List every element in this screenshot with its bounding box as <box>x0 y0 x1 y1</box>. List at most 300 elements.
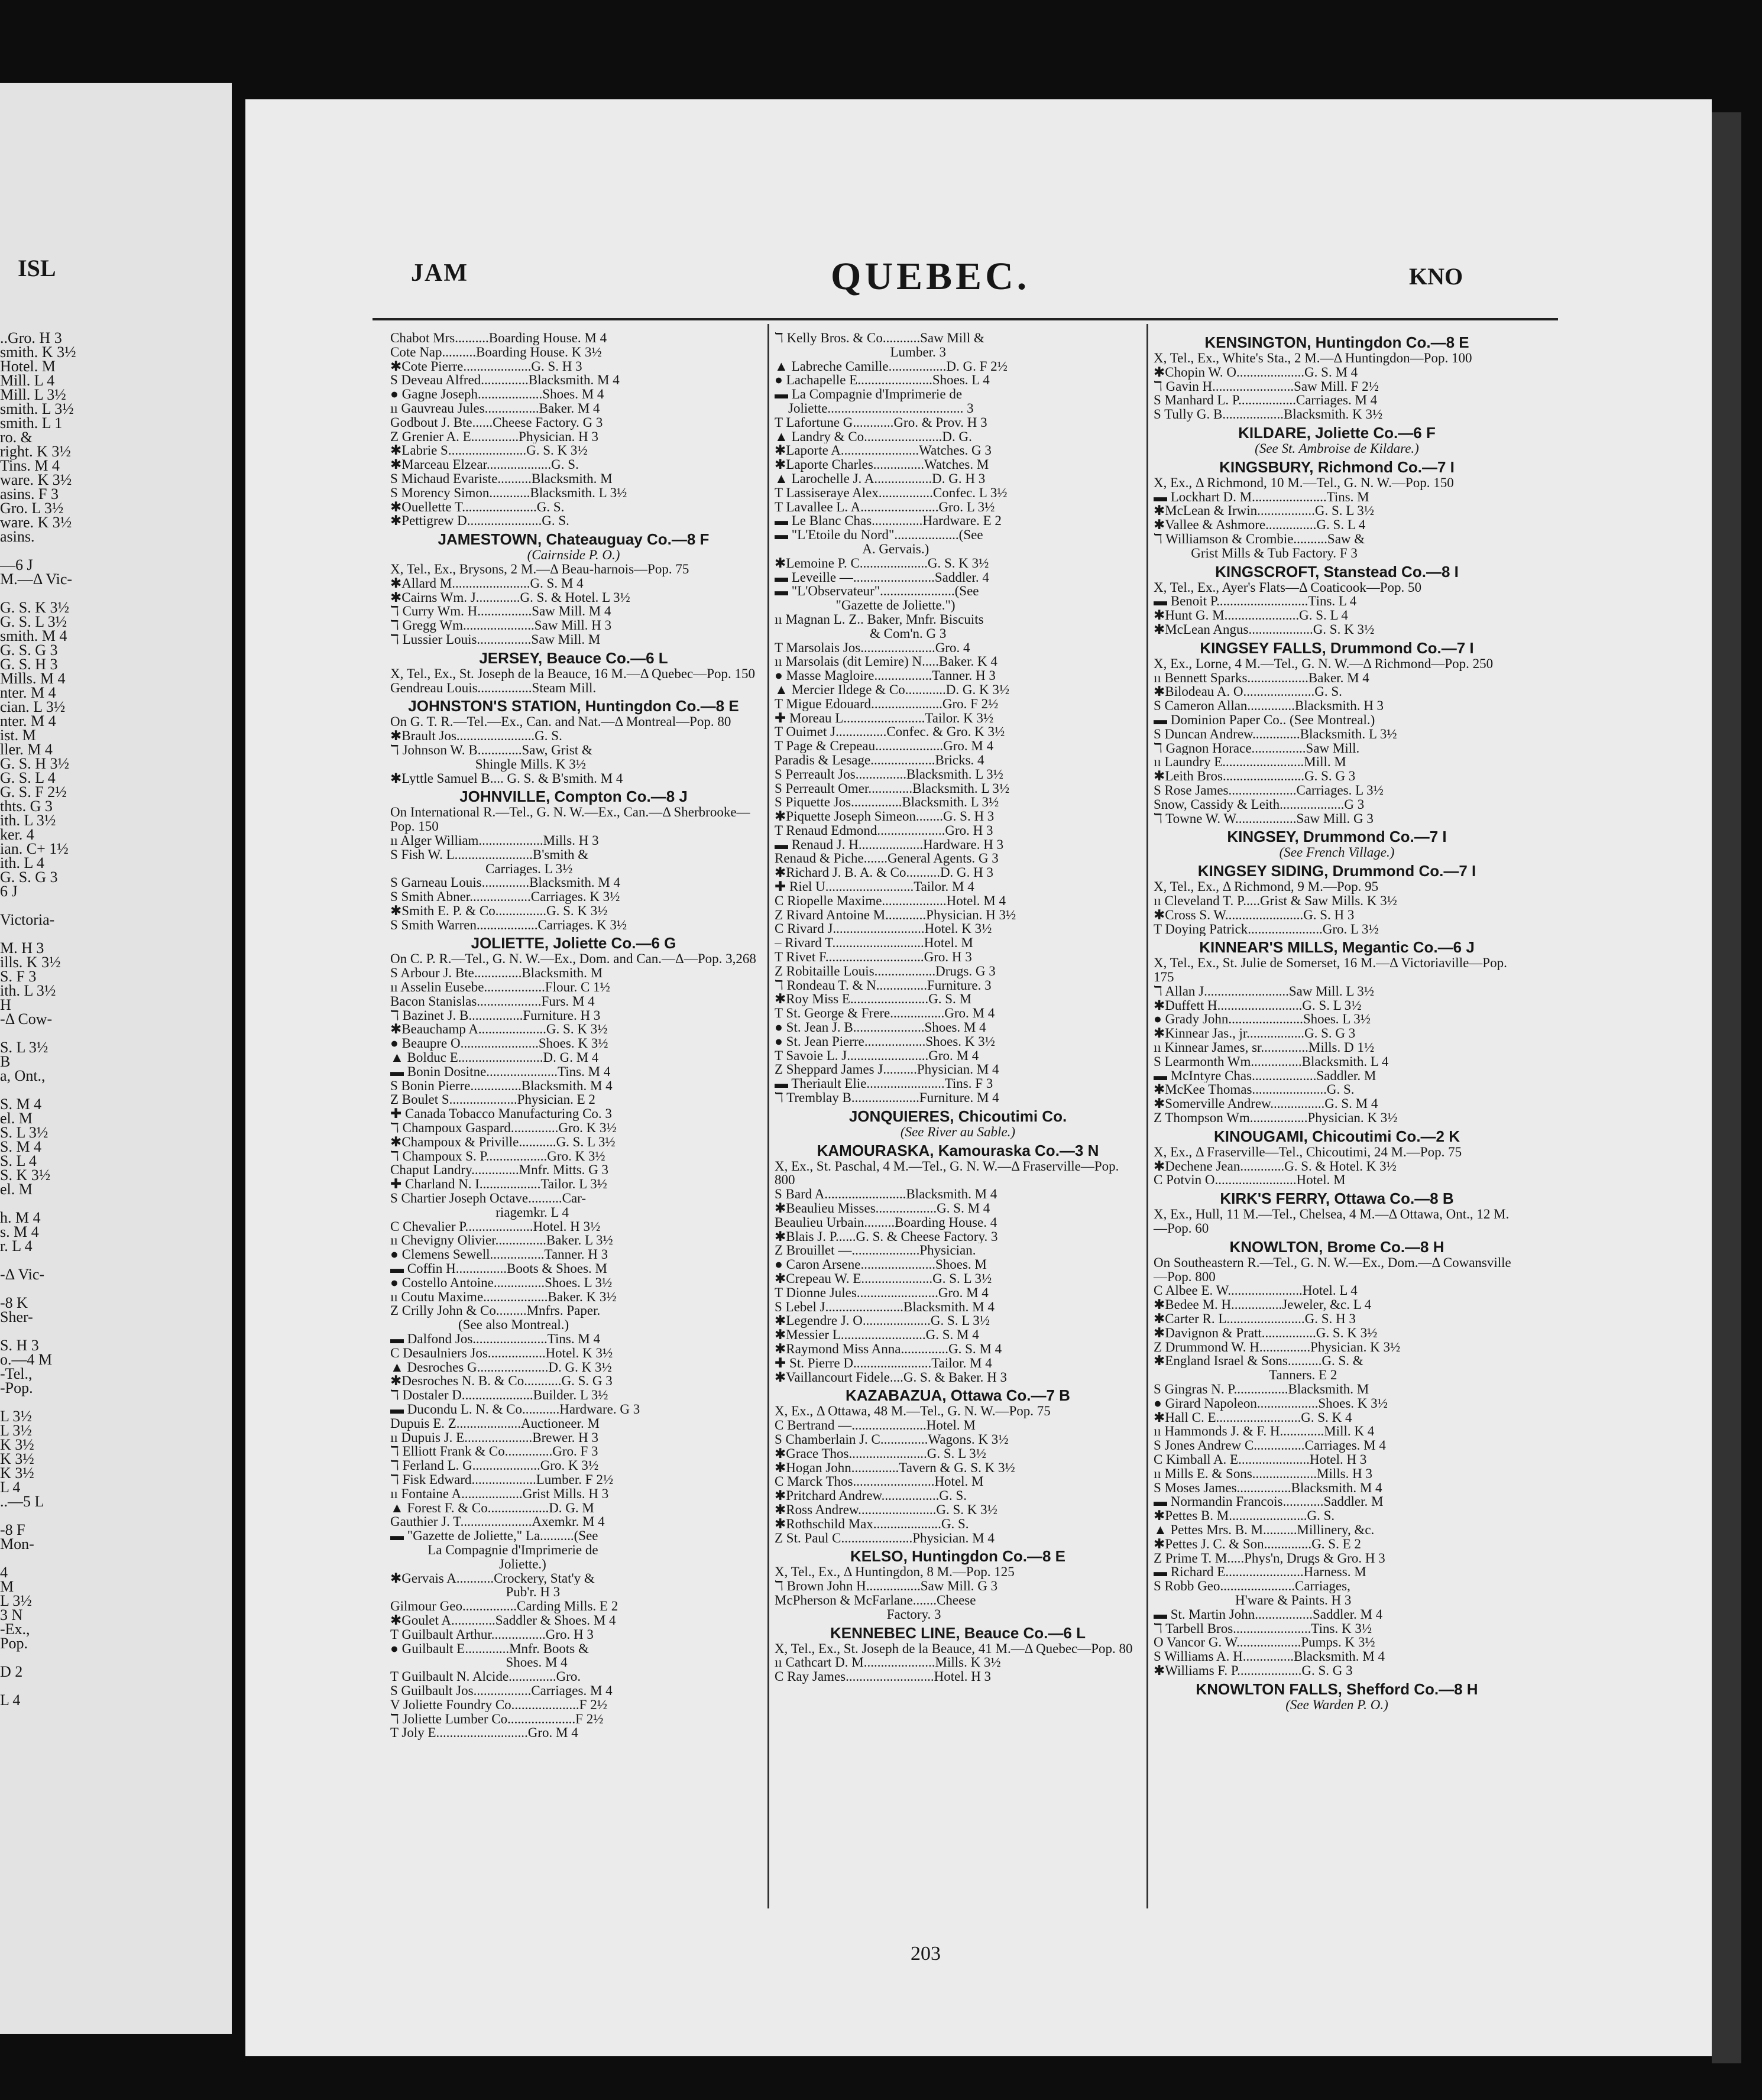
listing-entry: C Chevalier P....................Hotel. H 3½ <box>390 1219 601 1234</box>
listing-entry: Chaput Landry..............Mnfr. Mitts. G 3 <box>390 1163 609 1178</box>
listing-entry: S Perreault Jos...............Blacksmith. L 3½ <box>775 767 1003 782</box>
listing-entry: ✱Marceau Elzear...................G. S. <box>390 458 579 472</box>
fragment-line: nter. M 4 <box>0 712 56 730</box>
listing-entry: ℸ Joliette Lumber Co....................F 2½ <box>390 1712 604 1726</box>
column-divider <box>1146 324 1148 1908</box>
fragment-line: Sher- <box>0 1308 33 1326</box>
fragment-line: -Pop. <box>0 1379 33 1396</box>
listing-entry: Joliette.) <box>390 1557 546 1571</box>
listing-entry: ✱Hunt G. M......................G. S. L 4 <box>1154 608 1348 623</box>
place-description: On International R.—Tel., G. N. W.—Ex., Can.—Δ Sherbrooke—Pop. 150 <box>390 805 750 834</box>
listing-entry: ✱Richard J. B. A. & Co..........D. G. H 3 <box>775 866 994 880</box>
listing-entry: ✱Rothschild Max....................G. S. <box>775 1516 969 1531</box>
fragment-line: s. M 4 <box>0 1223 39 1240</box>
fragment-line: S. L 4 <box>0 1152 37 1169</box>
fragment-line: K 3½ <box>0 1464 34 1482</box>
fragment-line: G. S. F 2½ <box>0 783 67 801</box>
listing-entry: ✚ Charland N. I..................Tailor. L 3½ <box>390 1177 607 1192</box>
listing-entry: ıı Kinnear James, sr..............Mills. D 1½ <box>1154 1041 1375 1055</box>
listing-entry: ✚ Riel U..........................Tailor. M 4 <box>775 880 974 894</box>
fragment-line: ker. 4 <box>0 826 34 843</box>
listing-entry: ℸ Towne W. W..................Saw Mill. G 3 <box>1154 811 1374 826</box>
listing-entry: ✱Lemoine P. C....................G. S. K 3½ <box>775 556 989 571</box>
fragment-line: ith. L 3½ <box>0 812 56 829</box>
listing-entry: Cote Nap..........Boarding House. K 3½ <box>390 345 602 359</box>
listing-entry: ✱Hall C. E.........................G. S. K 4 <box>1154 1410 1352 1425</box>
listing-entry: H'ware & Paints. H 3 <box>1154 1593 1352 1608</box>
listing-entry: ● St. Jean J. B.....................Shoes. M 4 <box>775 1020 986 1035</box>
listing-entry: ✱Beaulieu Misses..................G. S. M 4 <box>775 1201 990 1216</box>
listing-entry: La Compagnie d'Imprimerie de <box>390 1542 598 1557</box>
listing-entry: C Rivard J...........................Hotel. K 3½ <box>775 922 992 936</box>
listing-entry: ● Beaupre O.......................Shoes. K 3½ <box>390 1036 608 1051</box>
listing-entry: S Smith Warren..................Carriages. K 3½ <box>390 918 627 932</box>
fragment-line: L 4 <box>0 1691 21 1709</box>
place-heading: KIRK'S FERRY, Ottawa Co.—8 B <box>1220 1190 1454 1208</box>
fragment-line: L 4 <box>0 1479 21 1496</box>
fragment-line: -Δ Vic- <box>0 1266 45 1283</box>
fragment-line <box>0 1651 232 1665</box>
listing-entry: ✱Pettes B. M.......................G. S. <box>1154 1509 1335 1523</box>
listing-entry: Snow, Cassidy & Leith...................G 3 <box>1154 797 1365 812</box>
listing-entry: ıı Fontaine A..................Grist Mills. H 3 <box>390 1486 609 1501</box>
listing-entry: S Morency Simon............Blacksmith. L 3½ <box>390 485 627 500</box>
listing-entry: ✱Raymond Miss Anna..............G. S. M 4 <box>775 1341 1002 1356</box>
listing-entry: ✱Cairns Wm. J.............G. S. & Hotel. L 3½ <box>390 590 630 605</box>
place-heading: KINGSEY, Drummond Co.—7 I <box>1227 828 1447 846</box>
listing-entry: ▬ Lockhart D. M......................Tins. M <box>1154 490 1369 504</box>
listing-entry: ▬ Le Blanc Chas...............Hardware. E 2 <box>775 514 1002 529</box>
listing-entry: ıı Laundry E........................Mill. M <box>1154 755 1346 770</box>
listing-entry: ▬ Dominion Paper Co.. (See Montreal.) <box>1154 712 1375 727</box>
listing-entry: Z Sheppard James J..........Physician. M 4 <box>775 1062 999 1077</box>
fragment-line: K 3½ <box>0 1436 34 1453</box>
fragment-line: o.—4 M <box>0 1351 53 1368</box>
listing-entry: Gilmour Geo................Carding Mills. E 2 <box>390 1599 618 1613</box>
cross-reference: (See River au Sable.) <box>900 1124 1016 1139</box>
fragment-line: Tins. M 4 <box>0 457 60 474</box>
fragment-line <box>0 1679 232 1693</box>
listing-entry: ✱Grace Thos.......................G. S. L 3½ <box>775 1446 986 1461</box>
listing-entry: V Joliette Foundry Co....................F 2½ <box>390 1697 607 1712</box>
listing-entry: ℸ Gavin H........................Saw Mill. F 2½ <box>1154 379 1379 394</box>
fragment-line: a, Ont., <box>0 1067 46 1084</box>
column-1 <box>390 331 757 1740</box>
fragment-line: nter. M 4 <box>0 684 56 701</box>
listing-entry: Chabot Mrs..........Boarding House. M 4 <box>390 331 607 345</box>
listing-entry: ✱Smith E. P. & Co...............G. S. K 3½ <box>390 903 608 918</box>
listing-entry: ıı Magnan L. Z.. Baker, Mnfr. Biscuits <box>775 612 984 627</box>
listing-entry: ✱Gervais A...........Crockery, Stat'y & <box>390 1571 595 1586</box>
fragment-line: G. S. L 4 <box>0 769 56 786</box>
listing-entry: T Migue Edouard.....................Gro. F 2½ <box>775 696 999 711</box>
listing-entry: S Robb Geo......................Carriages, <box>1154 1579 1350 1593</box>
listing-entry: ✱Ross Andrew.......................G. S. K 3½ <box>775 1502 997 1517</box>
fragment-line: M. H 3 <box>0 939 44 957</box>
listing-entry: A. Gervais.) <box>775 542 929 556</box>
listing-entry: S Piquette Jos...............Blacksmith. L 3½ <box>775 795 999 810</box>
listing-entry: ▬ Renaud J. H...................Hardware. H 3 <box>775 837 1004 852</box>
fragment-line: L 3½ <box>0 1422 32 1439</box>
listing-entry: S Chamberlain J. C..............Wagons. K 3½ <box>775 1432 1009 1447</box>
place-heading: JERSEY, Beauce Co.—6 L <box>479 649 668 667</box>
listing-entry: ✱Williams F. P...................G. S. G 3 <box>1154 1663 1353 1678</box>
fragment-line: L 3½ <box>0 1592 32 1609</box>
listing-entry: Lumber. 3 <box>775 345 947 359</box>
listing-entry: ıı Hammonds J. & F. H.............Mill. K 4 <box>1154 1424 1375 1439</box>
place-heading: KINGSEY FALLS, Drummond Co.—7 I <box>1200 639 1474 657</box>
place-description: X, Tel., Ex., Ayer's Flats—Δ Coaticook—Pop. 50 <box>1154 579 1422 595</box>
listing-entry: "Gazette de Joliette.") <box>775 598 956 612</box>
fragment-line: ware. K 3½ <box>0 514 72 531</box>
fragment-line: r. L 4 <box>0 1237 33 1255</box>
listing-entry: ✱Vaillancourt Fidele....G. S. & Baker. H 3 <box>775 1370 1007 1385</box>
listing-entry: ▬ St. Martin John.................Saddler. M 4 <box>1154 1607 1383 1622</box>
place-heading: KINOUGAMI, Chicoutimi Co.—2 K <box>1214 1127 1460 1145</box>
place-heading: KNOWLTON FALLS, Shefford Co.—8 H <box>1196 1680 1478 1698</box>
listing-entry: S Arbour J. Bte..............Blacksmith. M <box>390 966 603 981</box>
listing-entry: ▬ "L'Observateur"......................(See <box>775 584 979 599</box>
listing-entry: S Deveau Alfred..............Blacksmith. M 4 <box>390 373 620 388</box>
listing-entry: ✚ Moreau L........................Tailor. K 3½ <box>775 711 994 725</box>
place-heading: KINNEAR'S MILLS, Megantic Co.—6 J <box>1199 938 1475 957</box>
listing-entry: ℸ Tremblay B....................Furniture. M 4 <box>775 1091 999 1105</box>
listing-entry: S Bonin Pierre...............Blacksmith. M 4 <box>390 1078 613 1093</box>
listing-entry: ▬ Ducondu L. N. & Co...........Hardware. G 3 <box>390 1402 640 1417</box>
fragment-line: H <box>0 996 11 1013</box>
place-description: X, Tel., Ex., Brysons, 2 M.—Δ Beau-harnois—Pop. 75 <box>390 561 689 576</box>
listing-entry: ✱McLean Angus...................G. S. K 3½ <box>1154 622 1375 637</box>
fragment-line: h. M 4 <box>0 1209 41 1226</box>
place-heading: KINGSBURY, Richmond Co.—7 I <box>1219 458 1455 476</box>
listing-entry: ıı Cleveland T. P.....Grist & Saw Mills. K 3½ <box>1154 893 1397 908</box>
listing-entry: ℸ Rondeau T. & N...............Furniture. 3 <box>775 978 992 993</box>
listing-entry: Shoes. M 4 <box>390 1655 568 1670</box>
place-description: X, Ex., Δ Ottawa, 48 M.—Tel., G. N. W.—Pop. 75 <box>775 1404 1051 1419</box>
listing-entry: S Garneau Louis..............Blacksmith. M 4 <box>390 876 621 890</box>
listing-entry: ✱Piquette Joseph Simeon........G. S. H 3 <box>775 809 995 824</box>
listing-entry: T Rivet F.............................Gro. H 3 <box>775 950 972 964</box>
fragment-line: -Δ Cow- <box>0 1010 53 1028</box>
fragment-line: Victoria- <box>0 911 55 928</box>
listing-entry: ✱Chopin W. O....................G. S. M 4 <box>1154 365 1358 380</box>
listing-entry: Z Rivard Antoine M............Physician. H 3½ <box>775 908 1016 922</box>
fragment-line: Gro. L 3½ <box>0 500 64 517</box>
listing-entry: ıı Asselin Eusebe..................Flour. C 1½ <box>390 980 610 994</box>
listing-entry: ıı Mills E. & Sons...................Mills. H 3 <box>1154 1466 1372 1481</box>
listing-entry: S Bard A........................Blacksmith. M 4 <box>775 1187 997 1202</box>
listing-entry: ✱Allard M.......................G. S. M 4 <box>390 576 584 591</box>
listing-entry: ✱Hogan John..............Tavern & G. S. K 3½ <box>775 1460 1015 1475</box>
listing-entry: S Jones Andrew C...............Carriages. M 4 <box>1154 1438 1386 1453</box>
listing-entry: ℸ Bazinet J. B................Furniture. H 3 <box>390 1008 601 1023</box>
listing-entry: S Tully G. B..................Blacksmith. K 3½ <box>1154 407 1383 422</box>
listing-entry: ▲ Landry & Co.......................D. G. <box>775 429 972 444</box>
listing-entry: ✱Cross S. W.......................G. S. H 3 <box>1154 908 1355 922</box>
fragment-line: B <box>0 1053 11 1070</box>
fragment-line: ist. M <box>0 727 36 744</box>
fragment-line: -Ex., <box>0 1621 30 1638</box>
listing-entry: ▬ "L'Etoile du Nord"...................(See <box>775 528 983 542</box>
listing-entry: S Guilbault Jos.................Carriages. M 4 <box>390 1683 613 1698</box>
book-spine <box>1712 112 1741 2063</box>
listing-entry: Gendreau Louis................Steam Mill. <box>390 680 597 695</box>
column-divider <box>767 324 769 1908</box>
listing-entry: Factory. 3 <box>775 1607 941 1622</box>
fragment-line: 4 <box>0 1564 8 1581</box>
listing-entry: ℸ Gregg Wm.....................Saw Mill. H 3 <box>390 618 612 633</box>
listing-entry: ℸ Allan J.........................Saw Mill. L 3½ <box>1154 984 1375 999</box>
fragment-line: smith. M 4 <box>0 627 67 644</box>
listing-entry: ✱Dechene Jean.............G. S. & Hotel. K 3½ <box>1154 1159 1397 1174</box>
place-heading: KENSINGTON, Huntingdon Co.—8 E <box>1204 333 1469 351</box>
fragment-line: 6 J <box>0 883 18 900</box>
fragment-line: ills. K 3½ <box>0 954 61 971</box>
listing-entry: ▲ Larochelle J. A.................D. G. H 3 <box>775 471 986 486</box>
listing-entry: Grist Mills & Tub Factory. F 3 <box>1154 546 1358 560</box>
fragment-line: cian. L 3½ <box>0 698 66 715</box>
listing-entry: S Manhard L. P.................Carriages. M 4 <box>1154 393 1378 408</box>
listing-entry: ✱Duffett H.........................G. S. L 3½ <box>1154 998 1362 1013</box>
fragment-line <box>0 1282 232 1296</box>
fragment-line: ith. L 3½ <box>0 982 56 999</box>
fragment-line: -8 F <box>0 1521 25 1538</box>
previous-page-fragments <box>0 331 232 1707</box>
fragment-line: right. K 3½ <box>0 443 71 460</box>
listing-entry: ℸ Champoux S. P..................Gro. K 3½ <box>390 1149 605 1164</box>
listing-entry: ✱England Israel & Sons..........G. S. & <box>1154 1354 1363 1369</box>
listing-entry: ✱Champoux & Priville...........G. S. L 3½ <box>390 1135 616 1149</box>
cross-reference: (See French Village.) <box>1279 845 1395 860</box>
listing-entry: ✱Somerville Andrew................G. S. M 4 <box>1154 1097 1378 1111</box>
place-description: X, Tel., Ex., St. Julie de Somerset, 16 M.—Δ Victoriaville—Pop. 175 <box>1154 955 1507 985</box>
fragment-line <box>0 1551 232 1566</box>
listing-entry: ✱Brault Jos.......................G. S. <box>390 729 562 743</box>
listing-entry: ✱Ouellette T......................G. S. <box>390 500 565 514</box>
place-heading: KAMOURASKA, Kamouraska Co.—3 N <box>817 1141 1099 1159</box>
listing-entry: S Duncan Andrew..............Blacksmith. L 3½ <box>1154 727 1397 741</box>
previous-page <box>0 83 232 2034</box>
fragment-line: ith. L 4 <box>0 854 44 871</box>
fragment-line: ..—5 L <box>0 1493 44 1510</box>
listing-entry: ✱Blais J. P......G. S. & Cheese Factory. 3 <box>775 1229 998 1244</box>
listing-entry: ℸ Tarbell Bros.......................Tins. K 3½ <box>1154 1621 1372 1636</box>
listing-entry: S Gingras N. P................Blacksmith. M <box>1154 1382 1369 1396</box>
listing-entry: ● St. Jean Pierre..................Shoes. K 3½ <box>775 1034 995 1049</box>
directory-page <box>245 99 1712 2056</box>
listing-entry: ✱Cote Pierre....................G. S. H 3 <box>390 359 582 374</box>
fragment-line: S. F 3 <box>0 968 37 985</box>
fragment-line: S. K 3½ <box>0 1166 51 1184</box>
header-rule <box>373 318 1558 320</box>
listing-entry: T Dionne Jules........................Gro. M 4 <box>775 1285 989 1300</box>
listing-entry: Carriages. L 3½ <box>390 861 573 876</box>
fragment-line <box>0 544 232 558</box>
page-header-right: KNO <box>1409 263 1463 290</box>
listing-entry: ● Clemens Sewell................Tanner. H 3 <box>390 1247 608 1262</box>
listing-entry: S Smith Abner..................Carriages. K 3½ <box>390 890 620 904</box>
page-title: QUEBEC. <box>831 255 1031 298</box>
listing-entry: S Chartier Joseph Octave..........Car- <box>390 1191 587 1205</box>
listing-entry: Shingle Mills. K 3½ <box>390 757 586 772</box>
listing-entry: ıı Alger William...................Mills. H 3 <box>390 833 599 848</box>
listing-entry: ● Masse Magloire.................Tanner. H 3 <box>775 669 996 683</box>
fragment-line: ..Gro. H 3 <box>0 329 62 346</box>
fragment-line: el. M <box>0 1110 33 1127</box>
listing-entry: Tanners. E 2 <box>1154 1368 1337 1383</box>
listing-entry: & Com'n. G 3 <box>775 626 947 641</box>
fragment-line: G. S. G 3 <box>0 868 58 886</box>
listing-entry: ▲ Bolduc E.........................D. G. M 4 <box>390 1051 599 1065</box>
listing-entry: Dupuis E. Z...................Auctioneer. M <box>390 1416 600 1431</box>
listing-entry: ✱Leith Bros........................G. S. G 3 <box>1154 769 1356 783</box>
page-header-left: JAM <box>411 260 468 287</box>
fragment-line: M <box>0 1578 14 1595</box>
listing-entry: ✱Crepeau W. E.....................G. S. L 3½ <box>775 1272 992 1286</box>
listing-entry: ▬ Richard E.......................Harness. M <box>1154 1565 1366 1580</box>
listing-entry: ✱Pritchard Andrew.................G. S. <box>775 1489 967 1503</box>
place-heading: JAMESTOWN, Chateauguay Co.—8 F <box>438 530 710 549</box>
listing-entry: ıı Gauvreau Jules................Baker. M 4 <box>390 401 600 416</box>
listing-entry: ıı Marsolais (dit Lemire) N.....Baker. K 4 <box>775 654 997 669</box>
listing-entry: ▬ Coffin H...............Boots & Shoes. M <box>390 1262 607 1276</box>
listing-entry: ✱Kinnear Jas., jr.................G. S. G 3 <box>1154 1026 1356 1041</box>
listing-entry: ıı Cathcart D. M.....................Mills. K 3½ <box>775 1655 1001 1670</box>
listing-entry: T Guilbault N. Alcide..............Gro. <box>390 1670 581 1684</box>
place-heading: KNOWLTON, Brome Co.—8 H <box>1229 1237 1444 1256</box>
listing-entry: ✚ Canada Tobacco Manufacturing Co. 3 <box>390 1107 612 1122</box>
listing-entry: ℸ Lussier Louis................Saw Mill. M <box>390 632 601 647</box>
listing-entry: ✚ St. Pierre D.......................Tailor. M 4 <box>775 1356 992 1370</box>
listing-entry: S Fish W. L.......................B'smith & <box>390 847 589 862</box>
place-description: X, Ex., Hull, 11 M.—Tel., Chelsea, 4 M.—Δ Ottawa, Ont., 12 M.—Pop. 60 <box>1154 1207 1510 1236</box>
listing-entry: – Rivard T...........................Hotel. M <box>775 936 973 951</box>
fragment-line: smith. L 3½ <box>0 400 74 417</box>
listing-entry: T Ouimet J...............Confec. & Gro. K 3½ <box>775 725 1005 740</box>
fragment-line <box>0 1395 232 1409</box>
fragment-line: G. S. H 3½ <box>0 755 70 772</box>
fragment-line: L 3½ <box>0 1408 32 1425</box>
listing-entry: O Vancor G. W...................Pumps. K 3½ <box>1154 1635 1375 1650</box>
listing-entry: Z Drummond W. H...............Physician. K 3½ <box>1154 1340 1401 1354</box>
listing-entry: ✱Legendre J. O....................G. S. L 3½ <box>775 1314 990 1328</box>
listing-entry: ıı Chevigny Olivier...............Baker. L 3½ <box>390 1233 613 1248</box>
listing-entry: ✱Bedee M. H...............Jeweler, &c. L 4 <box>1154 1298 1372 1312</box>
cross-reference: (See Warden P. O.) <box>1285 1697 1388 1712</box>
listing-entry: ▬ McIntyre Chas...................Saddler. M <box>1154 1068 1376 1083</box>
cross-reference: (See St. Ambroise de Kildare.) <box>1255 440 1419 456</box>
listing-entry: ✱Davignon & Pratt................G. S. K 3½ <box>1154 1326 1378 1340</box>
listing-entry: ✱Labrie S.......................G. S. K 3½ <box>390 443 588 458</box>
fragment-line: -8 K <box>0 1294 28 1311</box>
listing-entry: ▬ Normandin Francois............Saddler. M <box>1154 1495 1384 1509</box>
fragment-line <box>0 1509 232 1523</box>
listing-entry: Z Thompson Wm.................Physician. K 3½ <box>1154 1111 1398 1125</box>
listing-entry: T Marsolais Jos......................Gro. 4 <box>775 640 970 655</box>
listing-entry: Beaulieu Urbain.........Boarding House. 4 <box>775 1215 997 1230</box>
listing-entry: S Williams A. H...............Blacksmith. M 4 <box>1154 1649 1385 1664</box>
listing-entry: ✱Pettes J. C. & Son..............G. S. E 2 <box>1154 1537 1361 1551</box>
fragment-line: S. M 4 <box>0 1096 42 1113</box>
listing-entry: C Desaulniers Jos.................Hotel. K 3½ <box>390 1346 613 1360</box>
fragment-line: G. S. G 3 <box>0 641 58 659</box>
listing-entry: C Ray James..........................Hotel. H 3 <box>775 1670 992 1684</box>
place-description: On G. T. R.—Tel.—Ex., Can. and Nat.—Δ Montreal—Pop. 80 <box>390 714 731 730</box>
place-description: X, Ex., Δ Richmond, 10 M.—Tel., G. N. W.—Pop. 150 <box>1154 475 1454 490</box>
listing-entry: Z Brouillet —....................Physician. <box>775 1243 976 1258</box>
listing-entry: C Marck Thos........................Hotel. M <box>775 1474 984 1489</box>
listing-entry: ✱Pettigrew D......................G. S. <box>390 514 569 529</box>
fragment-line: el. M <box>0 1181 33 1198</box>
listing-entry: T Renaud Edmond....................Gro. H 3 <box>775 823 993 838</box>
listing-entry: T Savoie L. J........................Gro. M 4 <box>775 1048 979 1063</box>
listing-entry: ✱Goulet A.............Saddler & Shoes. M 4 <box>390 1613 616 1628</box>
listing-entry: Z Prime T. M.....Phys'n, Drugs & Gro. H 3 <box>1154 1551 1385 1566</box>
listing-entry: riagemkr. L 4 <box>390 1205 569 1220</box>
listing-entry: S Perreault Omer.............Blacksmith. L 3½ <box>775 781 1010 796</box>
listing-entry: S Cameron Allan..............Blacksmith. H 3 <box>1154 699 1384 713</box>
listing-entry: ✱McKee Thomas......................G. S. <box>1154 1083 1355 1097</box>
listing-entry: ℸ Champoux Gaspard..............Gro. K 3½ <box>390 1121 617 1135</box>
listing-entry: Bacon Stanislas...................Furs. M 4 <box>390 994 595 1009</box>
fragment-line: 3 N <box>0 1606 23 1623</box>
listing-entry: ▬ Benoit P...........................Tins. L 4 <box>1154 594 1357 609</box>
listing-entry: Joliette........................................ 3 <box>775 401 974 416</box>
listing-entry: ✱Beauchamp A....................G. S. K 3½ <box>390 1022 608 1037</box>
listing-entry: ℸ Brown John H................Saw Mill. G 3 <box>775 1579 998 1593</box>
fragment-line: S. M 4 <box>0 1138 42 1155</box>
listing-entry: T Page & Crepeau....................Gro. M 4 <box>775 739 994 753</box>
fragment-line: S. L 3½ <box>0 1124 48 1141</box>
listing-entry: ıı Bennett Sparks..................Baker. M 4 <box>1154 670 1369 685</box>
listing-entry: ✱Carter R. L.......................G. S. H 3 <box>1154 1312 1356 1326</box>
fragment-line: Pop. <box>0 1635 28 1652</box>
fragment-line: D 2 <box>0 1663 23 1680</box>
place-heading: KINGSEY SIDING, Drummond Co.—7 I <box>1197 862 1476 880</box>
fragment-line: ian. C+ 1½ <box>0 840 69 857</box>
fragment-line: smith. L 1 <box>0 414 63 432</box>
listing-entry: T Lassiseraye Alex................Confec. L 3½ <box>775 485 1008 500</box>
fragment-line: Mon- <box>0 1535 34 1553</box>
listing-entry: ● Girard Napoleon..................Shoes. K 3½ <box>1154 1396 1388 1411</box>
listing-entry: ✱Desroches N. B. & Co...........G. S. G 3 <box>390 1374 613 1389</box>
listing-entry: Paradis & Lesage...................Bricks. 4 <box>775 753 984 767</box>
listing-entry: ıı Dupuis J. E....................Brewer. H 3 <box>390 1430 599 1445</box>
listing-entry: ℸ Elliott Frank & Co..............Gro. F 3 <box>390 1444 598 1459</box>
fragment-line: Mill. L 4 <box>0 372 55 389</box>
listing-entry: ● Costello Antoine...............Shoes. L 3½ <box>390 1275 613 1290</box>
listing-entry: ▬ Theriault Elie.......................Tins. F 3 <box>775 1077 993 1091</box>
place-description: X, Ex., St. Paschal, 4 M.—Tel., G. N. W.—Δ Fraserville—Pop. 800 <box>775 1158 1119 1188</box>
fragment-line: smith. K 3½ <box>0 343 76 361</box>
fragment-line: Mill. L 3½ <box>0 386 66 403</box>
place-heading: KILDARE, Joliette Co.—6 F <box>1238 423 1436 442</box>
place-heading: KINGSCROFT, Stanstead Co.—8 I <box>1215 562 1459 581</box>
fragment-line: asins. F 3 <box>0 485 59 503</box>
listing-entry: S Rose James....................Carriages. L 3½ <box>1154 783 1384 798</box>
place-description: On Southeastern R.—Tel., G. N. W.—Ex., Dom.—Δ Cowansville—Pop. 800 <box>1154 1255 1511 1284</box>
place-description: On C. P. R.—Tel., G. N. W.—Ex., Dom. and Can.—Δ—Pop. 3,268 <box>390 951 756 967</box>
listing-entry: McPherson & McFarlane.......Cheese <box>775 1593 976 1608</box>
listing-entry: T Lafortune G............Gro. & Prov. H 3 <box>775 415 987 430</box>
listing-entry: ▲ Labreche Camille.................D. G. F 2½ <box>775 359 1008 374</box>
listing-entry: Renaud & Piche.......General Agents. G 3 <box>775 851 999 866</box>
cross-reference: (Cairnside P. O.) <box>527 547 620 563</box>
listing-entry: ● Lachapelle E......................Shoes. L 4 <box>775 373 990 388</box>
listing-entry: S Learmonth Wm...............Blacksmith. L 4 <box>1154 1054 1389 1069</box>
fragment-line: -Tel., <box>0 1365 33 1382</box>
listing-entry: T St. George & Frere................Gro. M 4 <box>775 1006 995 1021</box>
